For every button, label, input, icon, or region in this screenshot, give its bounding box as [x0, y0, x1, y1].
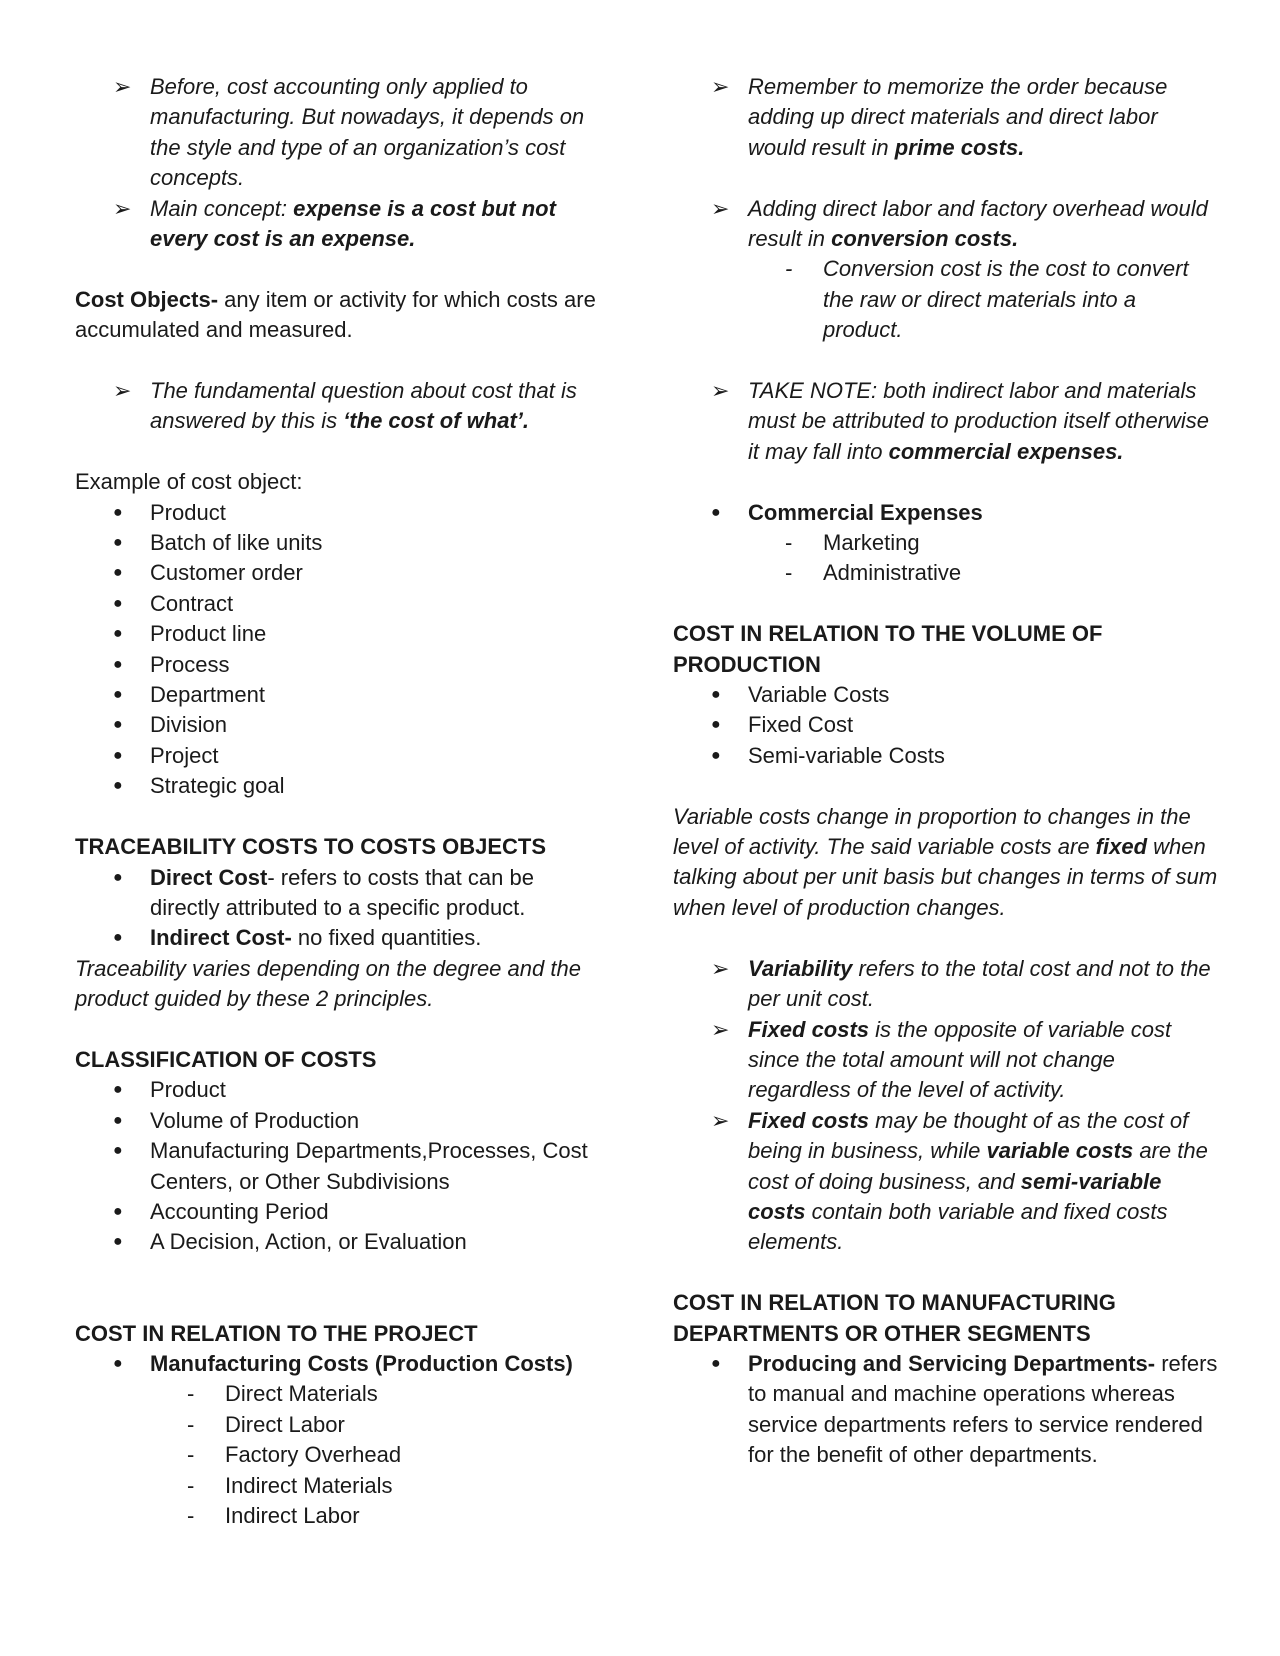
variability-note: ➢ Variability refers to the total cost and not to the per unit cost.: [711, 955, 1211, 1012]
bullet-icon: ●: [113, 655, 123, 673]
bullet-icon: ●: [113, 594, 123, 612]
list-item: ● Division: [75, 710, 605, 740]
bullet-icon: ●: [113, 929, 123, 947]
volume-heading: COST IN RELATION TO THE VOLUME OF PRODUCTION: [673, 621, 1103, 677]
bullet-icon: ●: [711, 503, 721, 521]
variable-costs-paragraph: Variable costs change in proportion to changes in the level of activity. The said variable costs are fixed when talking about per unit basis but changes in terms of sum when level of production changes.: [673, 803, 1218, 920]
bullet-icon: ●: [113, 625, 123, 643]
list-item: ● Product line: [75, 619, 605, 649]
list-item: ● Strategic goal: [75, 771, 605, 801]
project-heading: COST IN RELATION TO THE PROJECT: [75, 1320, 478, 1346]
right-column: [673, 72, 1218, 1471]
arrow-icon: ➢: [711, 74, 730, 99]
list-item: - Factory Overhead: [75, 1440, 605, 1470]
example-list: [75, 498, 605, 802]
bullet-icon: ●: [113, 1081, 123, 1099]
arrow-icon: ➢: [711, 1016, 730, 1042]
indirect-cost-item: ● Indirect Cost- no fixed quantities.: [75, 923, 605, 953]
traceability-note: Traceability varies depending on the degree and the product guided by these 2 principles.: [75, 955, 581, 1012]
bullet-icon: ●: [113, 534, 123, 552]
manufacturing-list: [75, 1379, 605, 1531]
conversion-costs-note: ➢ Adding direct labor and factory overhead would result in conversion costs.: [711, 195, 1208, 252]
list-item: ● Contract: [75, 589, 605, 619]
cost-objects-definition: Cost Objects- any item or activity for which costs are accumulated and measured.: [75, 286, 596, 343]
list-item: ● Product: [75, 498, 605, 528]
bullet-icon: ●: [113, 503, 123, 521]
list-item: ● Batch of like units: [75, 528, 605, 558]
conversion-cost-definition: - Conversion cost is the cost to convert the raw or direct materials into a product.: [785, 256, 1189, 343]
bullet-icon: ●: [711, 686, 721, 704]
bullet-icon: ●: [113, 1233, 123, 1251]
direct-cost-item: ● Direct Cost- refers to costs that can be directly attributed to a specific product.: [113, 864, 534, 920]
list-item: ● Customer order: [75, 558, 605, 588]
list-item: ● Manufacturing Departments,Processes, Cost Centers, or Other Subdivisions: [113, 1138, 588, 1194]
list-item: ● Fixed Cost: [673, 710, 1218, 740]
list-item: ● Project: [75, 741, 605, 771]
arrow-icon: ➢: [711, 195, 730, 221]
bullet-icon: ●: [711, 716, 721, 734]
bullet-icon: ●: [113, 868, 123, 886]
dash-icon: -: [187, 1502, 195, 1528]
fundamental-question-note: ➢ The fundamental question about cost that is answered by this is ‘the cost of what’.: [113, 378, 577, 434]
prime-costs-note: ➢ Remember to memorize the order because adding up direct materials and direct labor would result in prime costs.: [711, 74, 1168, 160]
list-item: ● Process: [75, 650, 605, 680]
list-item: ● Department: [75, 680, 605, 710]
traceability-heading: TRACEABILITY COSTS TO COSTS OBJECTS: [75, 834, 547, 860]
manufacturing-departments-heading: COST IN RELATION TO MANUFACTURING DEPARTMENTS OR OTHER SEGMENTS: [673, 1290, 1116, 1346]
manufacturing-costs-item: ● Manufacturing Costs (Production Costs): [75, 1349, 605, 1379]
commercial-expenses-item: ● Commercial Expenses: [673, 498, 1218, 528]
dash-icon: -: [187, 1411, 195, 1437]
dash-icon: -: [187, 1442, 195, 1468]
arrow-icon: ➢: [113, 195, 132, 221]
arrow-icon: ➢: [113, 378, 132, 404]
list-item: ● A Decision, Action, or Evaluation: [75, 1227, 605, 1257]
list-item: - Indirect Labor: [75, 1501, 605, 1531]
bullet-icon: ●: [113, 1142, 123, 1160]
list-item: ● Product: [75, 1075, 605, 1105]
intro-note-1: ➢ Before, cost accounting only applied to manufacturing. But nowadays, it depends on the style and type of an organization’s cost concepts.: [113, 74, 585, 191]
bullet-icon: ●: [113, 1202, 123, 1220]
dash-icon: -: [187, 1381, 195, 1407]
bullet-icon: ●: [113, 564, 123, 582]
list-item: - Indirect Materials: [75, 1471, 605, 1501]
left-column: [75, 72, 605, 1531]
list-item: - Direct Labor: [75, 1410, 605, 1440]
classification-heading: CLASSIFICATION OF COSTS: [75, 1046, 377, 1072]
example-label: Example of cost object:: [75, 469, 303, 495]
bullet-icon: ●: [113, 1354, 123, 1372]
list-item: - Marketing: [673, 528, 1218, 558]
fixed-costs-note: ➢ Fixed costs is the opposite of variable cost since the total amount will not change regardless of the level of activity.: [711, 1016, 1172, 1103]
list-item: ● Semi-variable Costs: [673, 741, 1218, 771]
bullet-icon: ●: [113, 716, 123, 734]
arrow-icon: ➢: [711, 955, 730, 981]
list-item: ● Variable Costs: [673, 680, 1218, 710]
dash-icon: -: [785, 256, 793, 282]
list-item: ● Volume of Production: [75, 1106, 605, 1136]
list-item: ● Accounting Period: [75, 1197, 605, 1227]
bullet-icon: ●: [113, 746, 123, 764]
classification-list: [75, 1075, 605, 1257]
intro-note-2: ➢ Main concept: expense is a cost but not every cost is an expense.: [113, 195, 556, 252]
bullet-icon: ●: [711, 1354, 721, 1372]
dash-icon: -: [785, 560, 793, 586]
producing-servicing-item: ● Producing and Servicing Departments- refers to manual and machine operations whereas service departments refers to service rendered for the benefit of other departments.: [711, 1350, 1218, 1468]
list-item: - Direct Materials: [75, 1379, 605, 1409]
bullet-icon: ●: [113, 686, 123, 704]
cost-of-business-note: ➢ Fixed costs may be thought of as the cost of being in business, while variable costs are the cost of doing business, and semi-variable costs contain both variable and fixed costs elements.: [711, 1107, 1208, 1255]
list-item: - Administrative: [673, 558, 1218, 588]
bullet-icon: ●: [711, 746, 721, 764]
volume-list: [673, 680, 1218, 771]
take-note: ➢ TAKE NOTE: both indirect labor and materials must be attributed to production itself otherwise it may fall into commercial expenses.: [711, 378, 1210, 464]
bullet-icon: ●: [113, 777, 123, 795]
bullet-icon: ●: [113, 1111, 123, 1129]
arrow-icon: ➢: [711, 1107, 730, 1133]
arrow-icon: ➢: [113, 74, 132, 99]
dash-icon: -: [187, 1472, 195, 1498]
arrow-icon: ➢: [711, 378, 730, 404]
dash-icon: -: [785, 530, 793, 556]
